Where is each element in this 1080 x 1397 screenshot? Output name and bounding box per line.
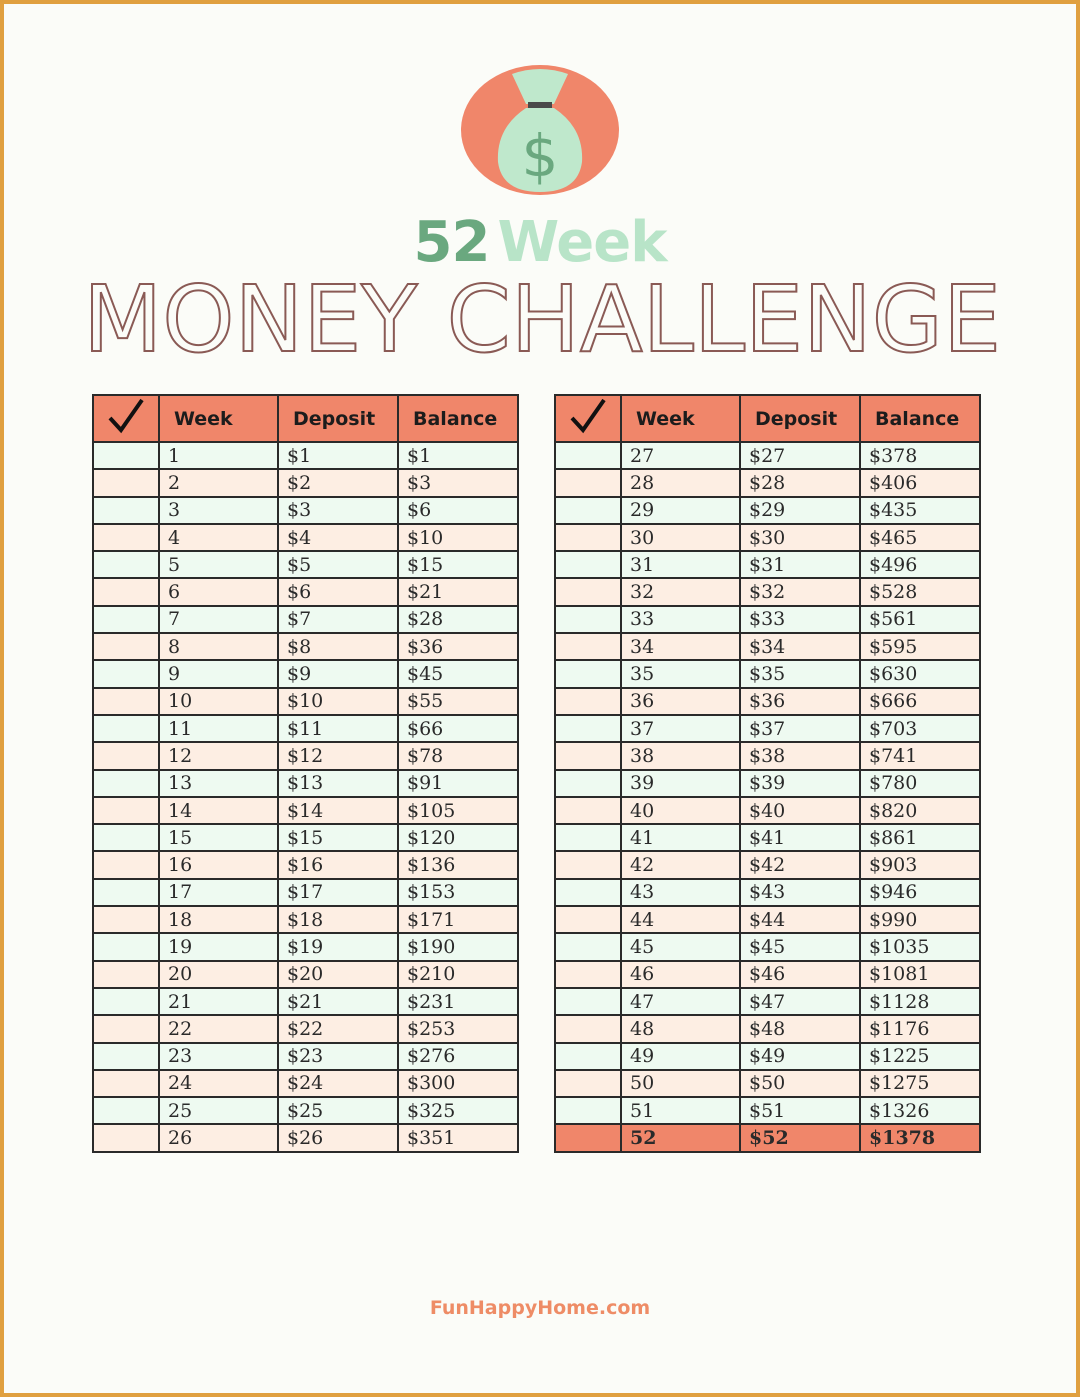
balance-cell: $990 (860, 906, 980, 933)
deposit-cell: $48 (740, 1015, 860, 1042)
balance-cell: $6 (398, 497, 518, 524)
week-cell: 31 (621, 551, 740, 578)
check-box-cell[interactable] (93, 551, 159, 578)
balance-cell: $1035 (860, 933, 980, 960)
table-row (555, 715, 980, 742)
week-cell: 3 (159, 497, 278, 524)
check-box-cell[interactable] (555, 469, 621, 496)
week-cell: 24 (159, 1070, 278, 1097)
balance-cell: $741 (860, 742, 980, 769)
check-box-cell[interactable] (93, 1015, 159, 1042)
balance-cell: $78 (398, 742, 518, 769)
deposit-cell: $7 (278, 606, 398, 633)
balance-cell: $10 (398, 524, 518, 551)
check-box-cell[interactable] (555, 524, 621, 551)
table-row (555, 633, 980, 660)
week-cell: 36 (621, 688, 740, 715)
deposit-cell: $30 (740, 524, 860, 551)
week-cell: 41 (621, 824, 740, 851)
money-bag-icon (460, 64, 620, 196)
check-box-cell[interactable] (93, 578, 159, 605)
check-box-cell[interactable] (93, 660, 159, 687)
balance-cell: $120 (398, 824, 518, 851)
balance-header: Balance (860, 395, 980, 442)
week-cell: 11 (159, 715, 278, 742)
balance-cell: $1128 (860, 988, 980, 1015)
check-box-cell[interactable] (555, 906, 621, 933)
balance-cell: $351 (398, 1124, 518, 1151)
check-box-cell[interactable] (93, 933, 159, 960)
table-row (555, 442, 980, 469)
week-cell: 4 (159, 524, 278, 551)
check-box-cell[interactable] (555, 851, 621, 878)
balance-cell: $325 (398, 1097, 518, 1124)
balance-cell: $1378 (860, 1124, 980, 1151)
table-row (93, 524, 518, 551)
balance-cell: $136 (398, 851, 518, 878)
table-row (555, 906, 980, 933)
table-row (93, 906, 518, 933)
check-box-cell[interactable] (93, 497, 159, 524)
deposit-cell: $13 (278, 770, 398, 797)
deposit-cell: $38 (740, 742, 860, 769)
check-box-cell[interactable] (555, 1015, 621, 1042)
deposit-cell: $12 (278, 742, 398, 769)
balance-cell: $231 (398, 988, 518, 1015)
check-box-cell[interactable] (93, 633, 159, 660)
check-box-cell[interactable] (93, 961, 159, 988)
deposit-cell: $43 (740, 879, 860, 906)
balance-cell: $91 (398, 770, 518, 797)
deposit-cell: $6 (278, 578, 398, 605)
balance-cell: $1275 (860, 1070, 980, 1097)
check-box-cell[interactable] (555, 1043, 621, 1070)
deposit-cell: $36 (740, 688, 860, 715)
week-header: Week (621, 395, 740, 442)
title-money-challenge (82, 273, 1002, 363)
deposit-header: Deposit (278, 395, 398, 442)
table-row (555, 770, 980, 797)
week-cell: 30 (621, 524, 740, 551)
week-cell: 27 (621, 442, 740, 469)
week-cell: 14 (159, 797, 278, 824)
balance-cell: $1081 (860, 961, 980, 988)
week-cell: 37 (621, 715, 740, 742)
deposit-cell: $51 (740, 1097, 860, 1124)
deposit-cell: $41 (740, 824, 860, 851)
deposit-cell: $4 (278, 524, 398, 551)
deposit-cell: $20 (278, 961, 398, 988)
check-box-cell[interactable] (93, 442, 159, 469)
table-row (555, 524, 980, 551)
deposit-cell: $39 (740, 770, 860, 797)
deposit-cell: $17 (278, 879, 398, 906)
deposit-cell: $25 (278, 1097, 398, 1124)
deposit-cell: $8 (278, 633, 398, 660)
week-cell: 52 (621, 1124, 740, 1151)
deposit-cell: $44 (740, 906, 860, 933)
check-header (555, 395, 621, 442)
check-box-cell[interactable] (555, 797, 621, 824)
table-row (93, 988, 518, 1015)
week-cell: 35 (621, 660, 740, 687)
check-box-cell[interactable] (555, 660, 621, 687)
week-cell: 28 (621, 469, 740, 496)
deposit-cell: $23 (278, 1043, 398, 1070)
week-cell: 26 (159, 1124, 278, 1151)
deposit-cell: $9 (278, 660, 398, 687)
check-box-cell[interactable] (93, 797, 159, 824)
balance-cell: $595 (860, 633, 980, 660)
check-box-cell[interactable] (555, 742, 621, 769)
check-box-cell[interactable] (555, 988, 621, 1015)
deposit-cell: $52 (740, 1124, 860, 1151)
balance-header: Balance (398, 395, 518, 442)
balance-cell: $666 (860, 688, 980, 715)
week-cell: 10 (159, 688, 278, 715)
table-row (555, 797, 980, 824)
table-row (93, 1015, 518, 1042)
balance-cell: $45 (398, 660, 518, 687)
week-cell: 21 (159, 988, 278, 1015)
week-cell: 32 (621, 578, 740, 605)
deposit-cell: $42 (740, 851, 860, 878)
balance-cell: $630 (860, 660, 980, 687)
deposit-cell: $21 (278, 988, 398, 1015)
balance-cell: $1225 (860, 1043, 980, 1070)
table-row (93, 770, 518, 797)
week-cell: 1 (159, 442, 278, 469)
table-row (93, 879, 518, 906)
week-cell: 50 (621, 1070, 740, 1097)
deposit-cell: $22 (278, 1015, 398, 1042)
week-cell: 25 (159, 1097, 278, 1124)
week-cell: 46 (621, 961, 740, 988)
deposit-cell: $27 (740, 442, 860, 469)
balance-cell: $1 (398, 442, 518, 469)
balance-cell: $780 (860, 770, 980, 797)
deposit-cell: $40 (740, 797, 860, 824)
table-row (555, 961, 980, 988)
deposit-cell: $28 (740, 469, 860, 496)
deposit-cell: $49 (740, 1043, 860, 1070)
check-box-cell[interactable] (93, 688, 159, 715)
deposit-cell: $24 (278, 1070, 398, 1097)
week-cell: 40 (621, 797, 740, 824)
week-cell: 48 (621, 1015, 740, 1042)
deposit-cell: $5 (278, 551, 398, 578)
balance-cell: $55 (398, 688, 518, 715)
check-box-cell[interactable] (555, 1097, 621, 1124)
check-box-cell[interactable] (555, 633, 621, 660)
check-box-cell[interactable] (555, 933, 621, 960)
balance-cell: $406 (860, 469, 980, 496)
check-box-cell[interactable] (93, 606, 159, 633)
balance-cell: $21 (398, 578, 518, 605)
week-cell: 18 (159, 906, 278, 933)
svg-text:$: $ (521, 122, 559, 190)
deposit-cell: $37 (740, 715, 860, 742)
balance-cell: $465 (860, 524, 980, 551)
table-row (93, 1124, 518, 1151)
week-cell: 47 (621, 988, 740, 1015)
week-cell: 34 (621, 633, 740, 660)
check-box-cell[interactable] (555, 606, 621, 633)
table-row (93, 1043, 518, 1070)
balance-cell: $210 (398, 961, 518, 988)
table-row (93, 933, 518, 960)
table-row (555, 469, 980, 496)
week-cell: 20 (159, 961, 278, 988)
week-cell: 13 (159, 770, 278, 797)
table-row (555, 851, 980, 878)
table-row (555, 933, 980, 960)
week-cell: 15 (159, 824, 278, 851)
deposit-cell: $16 (278, 851, 398, 878)
check-box-cell[interactable] (93, 1043, 159, 1070)
deposit-cell: $14 (278, 797, 398, 824)
balance-cell: $15 (398, 551, 518, 578)
balance-cell: $946 (860, 879, 980, 906)
week-cell: 6 (159, 578, 278, 605)
deposit-cell: $3 (278, 497, 398, 524)
week-cell: 51 (621, 1097, 740, 1124)
week-header: Week (159, 395, 278, 442)
balance-cell: $496 (860, 551, 980, 578)
check-box-cell[interactable] (555, 824, 621, 851)
deposit-cell: $26 (278, 1124, 398, 1151)
balance-cell: $561 (860, 606, 980, 633)
deposit-header: Deposit (740, 395, 860, 442)
deposit-cell: $31 (740, 551, 860, 578)
deposit-cell: $34 (740, 633, 860, 660)
week-cell: 49 (621, 1043, 740, 1070)
check-box-cell[interactable] (555, 879, 621, 906)
week-cell: 8 (159, 633, 278, 660)
balance-cell: $153 (398, 879, 518, 906)
balance-cell: $820 (860, 797, 980, 824)
balance-cell: $703 (860, 715, 980, 742)
check-box-cell[interactable] (555, 1124, 621, 1151)
check-box-cell[interactable] (555, 497, 621, 524)
week-cell: 2 (159, 469, 278, 496)
deposit-cell: $11 (278, 715, 398, 742)
check-box-cell[interactable] (93, 1097, 159, 1124)
check-header (93, 395, 159, 442)
deposit-cell: $46 (740, 961, 860, 988)
table-row (555, 688, 980, 715)
check-box-cell[interactable] (555, 961, 621, 988)
week-cell: 19 (159, 933, 278, 960)
balance-cell: $1326 (860, 1097, 980, 1124)
balance-cell: $171 (398, 906, 518, 933)
balance-cell: $3 (398, 469, 518, 496)
week-cell: 33 (621, 606, 740, 633)
week-cell: 9 (159, 660, 278, 687)
checkmark-icon (568, 396, 608, 436)
deposit-cell: $19 (278, 933, 398, 960)
table-row (555, 1070, 980, 1097)
deposit-cell: $47 (740, 988, 860, 1015)
week-cell: 5 (159, 551, 278, 578)
title-week: Week (497, 210, 667, 275)
check-box-cell[interactable] (93, 851, 159, 878)
title-main-text: MONEY CHALLENGE (83, 273, 1001, 363)
check-box-cell[interactable] (555, 551, 621, 578)
check-box-cell[interactable] (93, 770, 159, 797)
week-cell: 23 (159, 1043, 278, 1070)
table-row (93, 578, 518, 605)
table-row (93, 824, 518, 851)
check-box-cell[interactable] (555, 442, 621, 469)
check-box-cell[interactable] (93, 715, 159, 742)
table-row (93, 633, 518, 660)
balance-cell: $300 (398, 1070, 518, 1097)
table-row (93, 797, 518, 824)
week-cell: 39 (621, 770, 740, 797)
checkmark-icon (106, 396, 146, 436)
table-row (555, 497, 980, 524)
week-cell: 43 (621, 879, 740, 906)
table-row (93, 497, 518, 524)
table-row (555, 1097, 980, 1124)
balance-cell: $861 (860, 824, 980, 851)
table-row (93, 660, 518, 687)
deposit-cell: $18 (278, 906, 398, 933)
deposit-cell: $2 (278, 469, 398, 496)
table-row (93, 469, 518, 496)
balance-cell: $36 (398, 633, 518, 660)
table-row (555, 660, 980, 687)
deposit-cell: $15 (278, 824, 398, 851)
balance-cell: $378 (860, 442, 980, 469)
balance-cell: $435 (860, 497, 980, 524)
check-box-cell[interactable] (93, 824, 159, 851)
check-box-cell[interactable] (93, 1070, 159, 1097)
check-box-cell[interactable] (93, 524, 159, 551)
table-row (555, 606, 980, 633)
weeks-table-27-52 (554, 394, 981, 1153)
table-row (555, 988, 980, 1015)
table-row (93, 742, 518, 769)
balance-cell: $190 (398, 933, 518, 960)
week-cell: 12 (159, 742, 278, 769)
deposit-cell: $45 (740, 933, 860, 960)
table-row (555, 824, 980, 851)
check-box-cell[interactable] (555, 578, 621, 605)
check-box-cell[interactable] (93, 1124, 159, 1151)
deposit-cell: $29 (740, 497, 860, 524)
weeks-table-1-26 (92, 394, 519, 1153)
week-cell: 7 (159, 606, 278, 633)
table-row (93, 606, 518, 633)
balance-cell: $528 (860, 578, 980, 605)
table-row (93, 961, 518, 988)
week-cell: 42 (621, 851, 740, 878)
title-52-week (0, 205, 1080, 281)
table-row (93, 715, 518, 742)
deposit-cell: $10 (278, 688, 398, 715)
deposit-cell: $35 (740, 660, 860, 687)
week-cell: 16 (159, 851, 278, 878)
check-box-cell[interactable] (555, 1070, 621, 1097)
week-cell: 22 (159, 1015, 278, 1042)
deposit-cell: $50 (740, 1070, 860, 1097)
table-row (555, 578, 980, 605)
week-cell: 45 (621, 933, 740, 960)
table-row (93, 442, 518, 469)
check-box-cell[interactable] (93, 879, 159, 906)
title-number: 52 (413, 210, 490, 275)
table-row (93, 1097, 518, 1124)
deposit-cell: $32 (740, 578, 860, 605)
table-row (555, 742, 980, 769)
balance-cell: $105 (398, 797, 518, 824)
check-box-cell[interactable] (93, 469, 159, 496)
week-cell: 38 (621, 742, 740, 769)
check-box-cell[interactable] (555, 688, 621, 715)
check-box-cell[interactable] (93, 906, 159, 933)
table-row (93, 551, 518, 578)
balance-cell: $276 (398, 1043, 518, 1070)
balance-cell: $28 (398, 606, 518, 633)
week-cell: 17 (159, 879, 278, 906)
check-box-cell[interactable] (93, 742, 159, 769)
balance-cell: $66 (398, 715, 518, 742)
table-row (93, 688, 518, 715)
table-row (93, 1070, 518, 1097)
week-cell: 44 (621, 906, 740, 933)
table-row (555, 1043, 980, 1070)
table-row (555, 879, 980, 906)
table-row (555, 1015, 980, 1042)
table-row (555, 551, 980, 578)
table-row (555, 1124, 980, 1151)
check-box-cell[interactable] (555, 715, 621, 742)
balance-cell: $903 (860, 851, 980, 878)
balance-cell: $253 (398, 1015, 518, 1042)
balance-cell: $1176 (860, 1015, 980, 1042)
check-box-cell[interactable] (93, 988, 159, 1015)
check-box-cell[interactable] (555, 770, 621, 797)
deposit-cell: $1 (278, 442, 398, 469)
week-cell: 29 (621, 497, 740, 524)
footer-site: FunHappyHome.com (429, 1297, 651, 1319)
deposit-cell: $33 (740, 606, 860, 633)
table-row (93, 851, 518, 878)
